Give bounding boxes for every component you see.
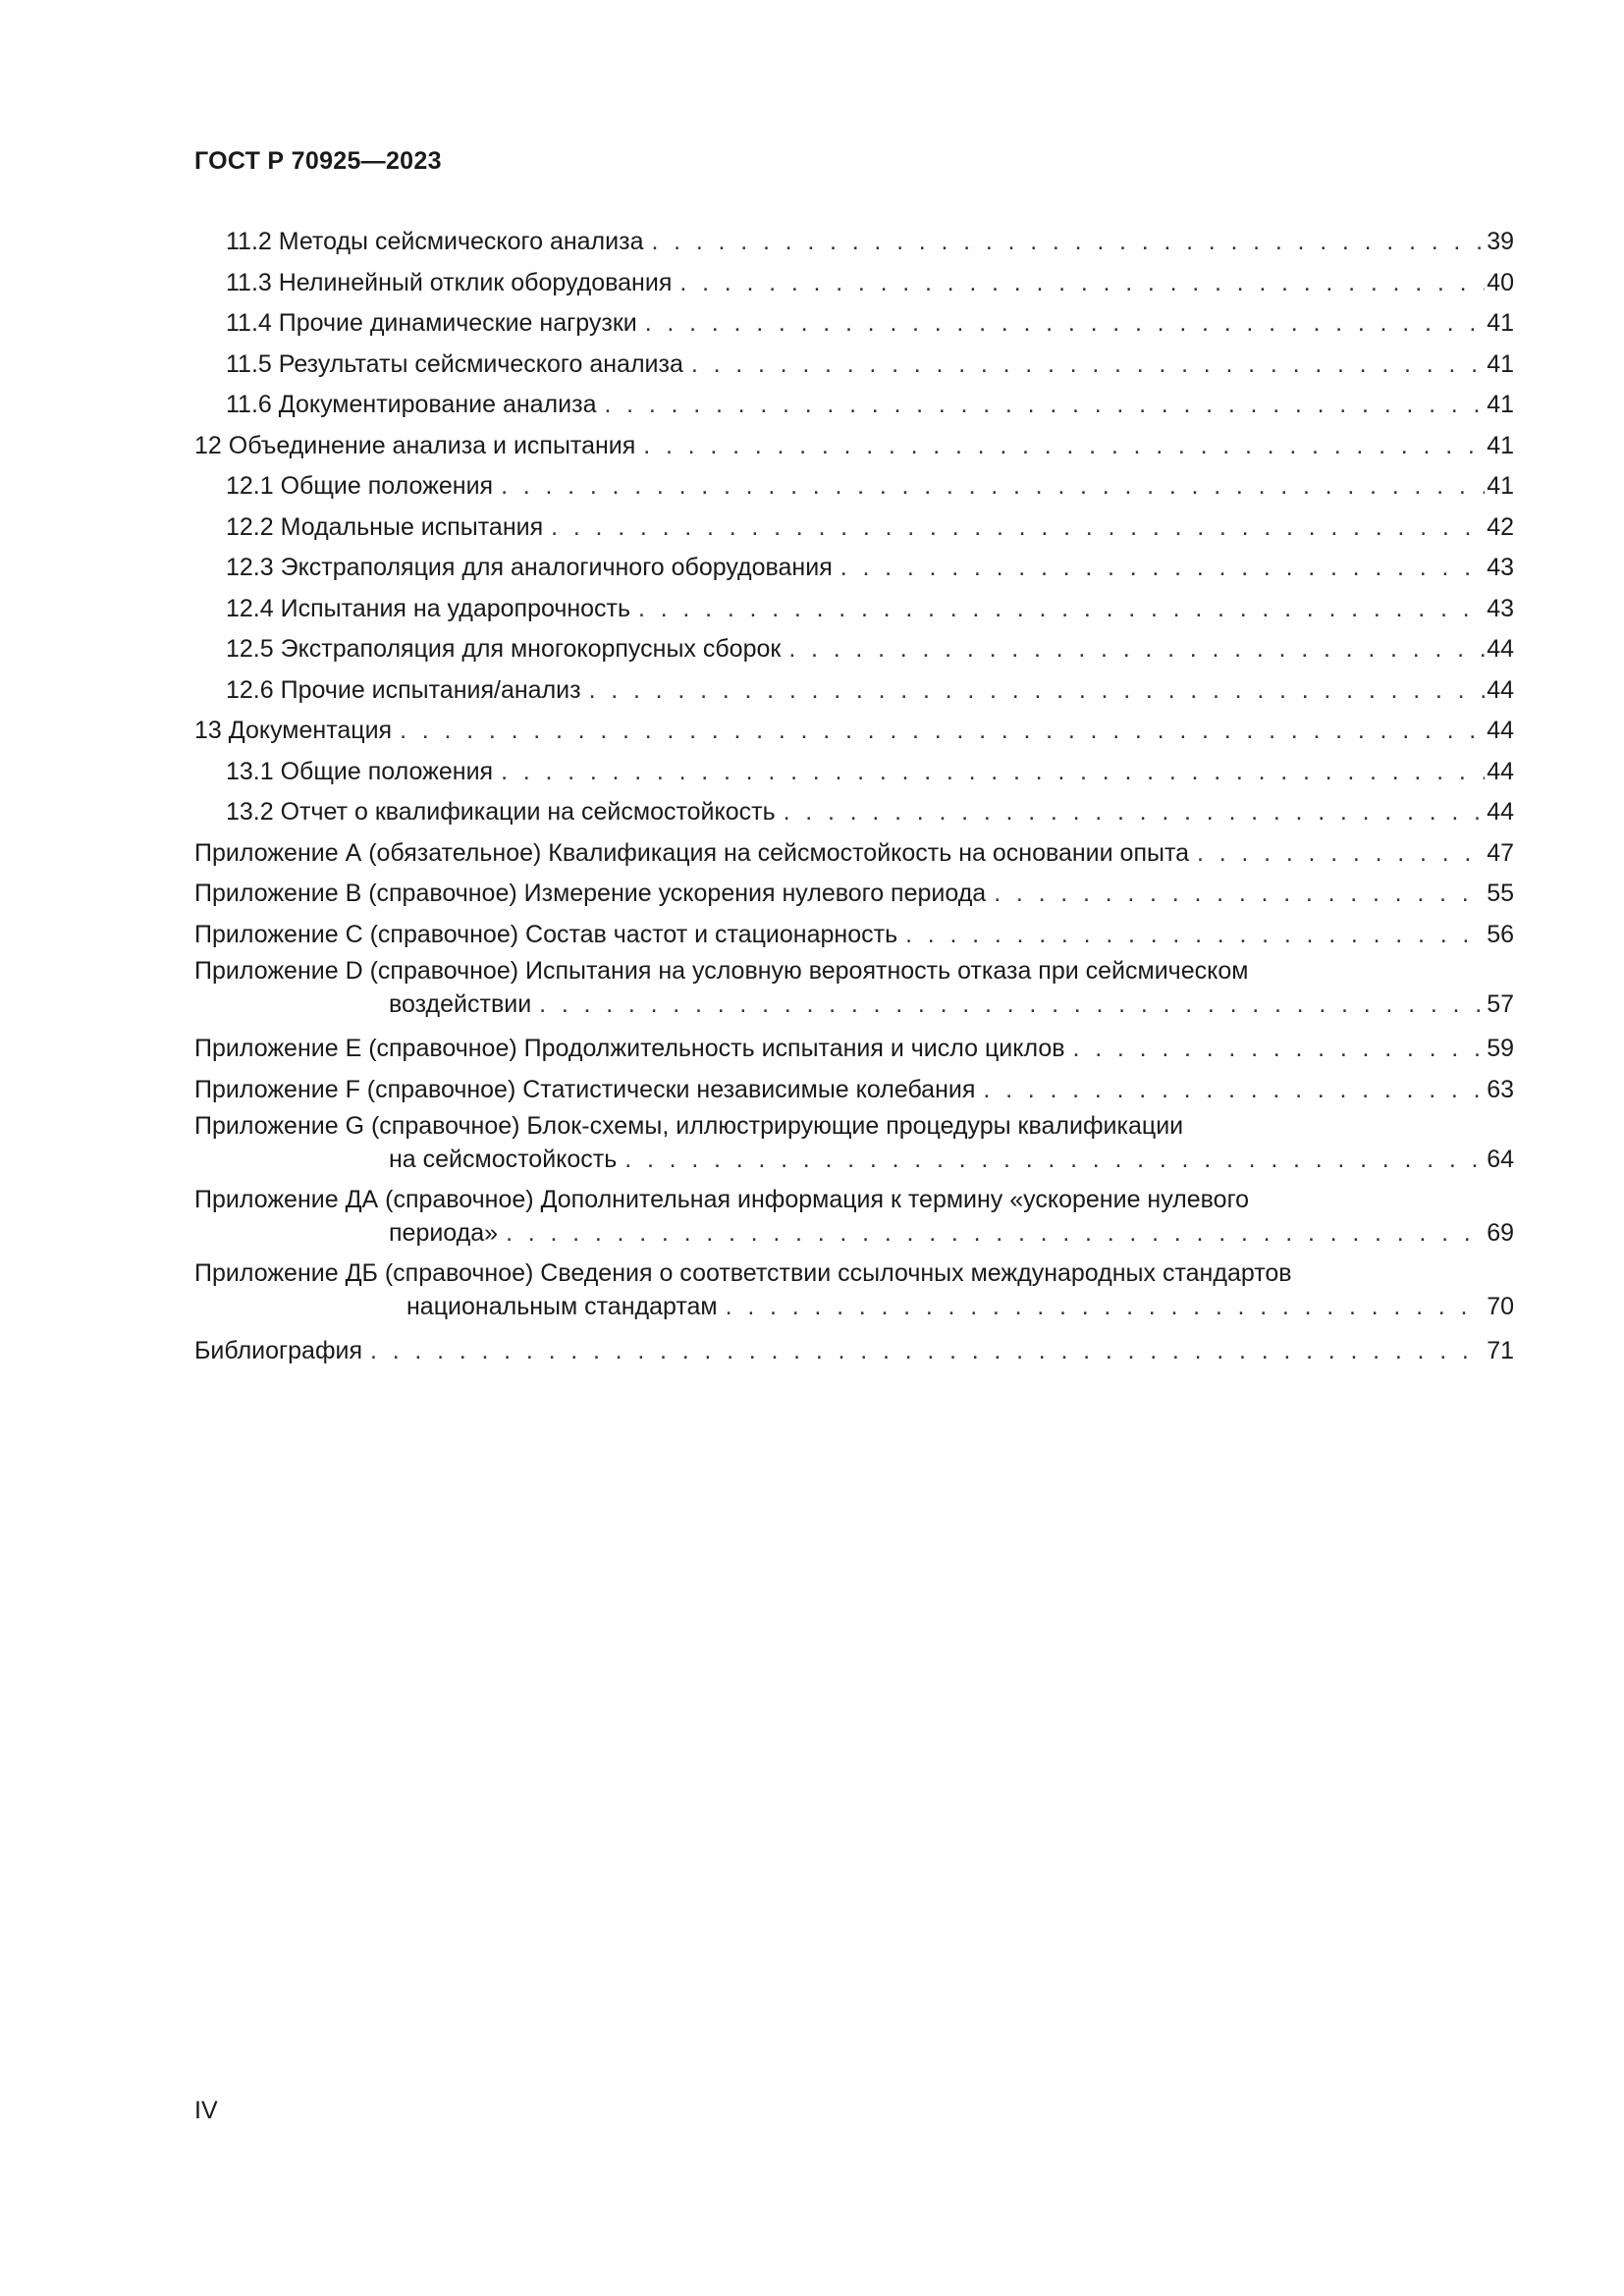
toc-entry-title: Приложение ДА (справочное) Дополнительная информация к термину «ускорение нулевого (194, 1186, 1250, 1213)
table-of-contents (194, 222, 1514, 1372)
toc-entry-title-line[interactable] (194, 1110, 1514, 1143)
toc-entry-title: 11.5 Результаты сейсмического анализа (226, 349, 683, 378)
toc-page-number: 42 (1487, 512, 1514, 541)
toc-entry[interactable] (194, 1143, 1514, 1184)
dot-leader (400, 711, 1485, 752)
dot-leader (1197, 833, 1485, 875)
dot-leader (788, 629, 1485, 670)
toc-entry-title: 13.1 Общие положения (226, 757, 494, 785)
toc-page-number: 57 (1487, 990, 1514, 1018)
toc-entry[interactable] (194, 1070, 1514, 1111)
dot-leader (691, 345, 1485, 386)
toc-entry[interactable] (194, 385, 1514, 426)
toc-page-number: 40 (1487, 268, 1514, 296)
toc-page-number: 43 (1487, 554, 1514, 581)
toc-entry-title: 12.2 Модальные испытания (226, 512, 544, 541)
toc-entry[interactable] (194, 263, 1514, 304)
toc-entry[interactable] (194, 833, 1514, 875)
toc-entry[interactable] (194, 1331, 1514, 1372)
toc-entry-title: Приложение С (справочное) Состав частот и стационарность (194, 920, 898, 948)
dot-leader (589, 670, 1485, 712)
toc-entry-title: 12 Объединение анализа и испытания (194, 431, 636, 459)
toc-page-number: 41 (1487, 391, 1514, 418)
toc-entry[interactable] (194, 589, 1514, 630)
toc-entry-title: Приложение В (справочное) Измерение ускорения нулевого периода (194, 880, 987, 907)
dot-leader (501, 752, 1485, 793)
toc-entry[interactable] (194, 466, 1514, 507)
toc-entry-title: 11.2 Методы сейсмического анализа (226, 228, 644, 255)
document-header: ГОСТ Р 70925—2023 (194, 147, 442, 175)
dot-leader (840, 548, 1485, 589)
toc-entry-title: 12.1 Общие положения (226, 472, 494, 500)
dot-leader (506, 1216, 1485, 1250)
toc-page-number: 55 (1487, 880, 1514, 907)
toc-page-number: 44 (1487, 757, 1514, 785)
dot-leader (726, 1290, 1485, 1323)
toc-entry[interactable] (194, 792, 1514, 833)
toc-entry[interactable] (194, 915, 1514, 956)
dot-leader (994, 874, 1485, 915)
toc-page-number: 44 (1487, 635, 1514, 663)
toc-entry-title: 11.3 Нелинейный отклик оборудования (226, 268, 673, 296)
toc-page-number: 41 (1487, 349, 1514, 378)
toc-entry-title: 13.2 Отчет о квалификации на сейсмостойкость (226, 798, 776, 826)
toc-entry[interactable] (194, 303, 1514, 345)
toc-entry[interactable] (194, 670, 1514, 712)
toc-entry-continuation: периода» (389, 1219, 499, 1247)
dot-leader (1073, 1029, 1485, 1070)
toc-page-number: 70 (1487, 1293, 1514, 1320)
toc-entry[interactable] (194, 507, 1514, 549)
dot-leader (604, 385, 1485, 426)
toc-entry[interactable] (194, 874, 1514, 915)
toc-entry[interactable] (194, 222, 1514, 263)
toc-entry-title: 11.4 Прочие динамические нагрузки (226, 309, 637, 337)
toc-page-number: 41 (1487, 472, 1514, 500)
toc-entry-title: Библиография (194, 1337, 363, 1364)
toc-entry-title: 12.5 Экстраполяция для многокорпусных сборок (226, 635, 782, 663)
toc-entry-title-line[interactable] (194, 1184, 1514, 1216)
page-number: IV (194, 2097, 218, 2124)
toc-entry-title: Приложение А (обязательное) Квалификация на сейсмостойкость на основании опыта (194, 838, 1190, 867)
toc-page-number: 59 (1487, 1035, 1514, 1062)
dot-leader (624, 1143, 1485, 1176)
toc-page-number: 39 (1487, 228, 1514, 255)
toc-page-number: 64 (1487, 1146, 1514, 1173)
dot-leader (645, 303, 1485, 345)
toc-entry-title: 13 Документация (194, 717, 393, 744)
toc-page-number: 71 (1487, 1337, 1514, 1364)
toc-entry[interactable] (194, 426, 1514, 467)
toc-entry-title-line[interactable] (194, 1257, 1514, 1290)
toc-entry-continuation: национальным стандартам (406, 1293, 718, 1320)
toc-entry-title: 11.6 Документирование анализа (226, 391, 597, 418)
toc-entry[interactable] (194, 345, 1514, 386)
toc-entry-continuation: на сейсмостойкость (389, 1146, 618, 1173)
dot-leader (784, 792, 1485, 833)
toc-entry-title: 12.6 Прочие испытания/анализ (226, 675, 581, 704)
dot-leader (551, 507, 1485, 549)
toc-entry-title-line[interactable] (194, 955, 1514, 988)
toc-entry-title: Приложение Е (справочное) Продолжительность испытания и число циклов (194, 1035, 1065, 1062)
toc-entry-title: 12.4 Испытания на ударопрочность (226, 594, 631, 622)
dot-leader (679, 263, 1485, 304)
toc-page-number: 41 (1487, 309, 1514, 337)
dot-leader (370, 1331, 1485, 1372)
toc-page-number: 44 (1487, 717, 1514, 744)
toc-entry-title: Приложение ДБ (справочное) Сведения о соответствии ссылочных международных стандартов (194, 1259, 1292, 1287)
toc-entry[interactable] (194, 548, 1514, 589)
dot-leader (643, 426, 1485, 467)
toc-page-number: 41 (1487, 431, 1514, 459)
toc-entry-title: Приложение D (справочное) Испытания на условную вероятность отказа при сейсмическом (194, 957, 1249, 985)
toc-entry[interactable] (194, 711, 1514, 752)
dot-leader (539, 988, 1485, 1021)
toc-entry-title: 12.3 Экстраполяция для аналогичного оборудования (226, 554, 833, 581)
toc-page-number: 44 (1487, 675, 1514, 704)
toc-page-number: 56 (1487, 920, 1514, 948)
toc-entry-title: Приложение F (справочное) Статистически независимые колебания (194, 1075, 976, 1103)
toc-entry[interactable] (194, 629, 1514, 670)
dot-leader (651, 222, 1485, 263)
toc-entry-title: Приложение G (справочное) Блок-схемы, иллюстрирующие процедуры квалификации (194, 1112, 1184, 1140)
toc-page-number: 43 (1487, 594, 1514, 622)
toc-entry[interactable] (194, 988, 1514, 1029)
dot-leader (983, 1070, 1485, 1111)
dot-leader (638, 589, 1485, 630)
toc-page-number: 47 (1487, 838, 1514, 867)
toc-page-number: 69 (1487, 1219, 1514, 1247)
toc-page-number: 63 (1487, 1075, 1514, 1103)
dot-leader (905, 915, 1485, 956)
toc-page-number: 44 (1487, 798, 1514, 826)
toc-entry[interactable] (194, 1290, 1514, 1331)
toc-entry[interactable] (194, 752, 1514, 793)
toc-entry[interactable] (194, 1216, 1514, 1257)
toc-entry[interactable] (194, 1029, 1514, 1070)
dot-leader (501, 466, 1485, 507)
toc-entry-continuation: воздействии (389, 990, 532, 1018)
